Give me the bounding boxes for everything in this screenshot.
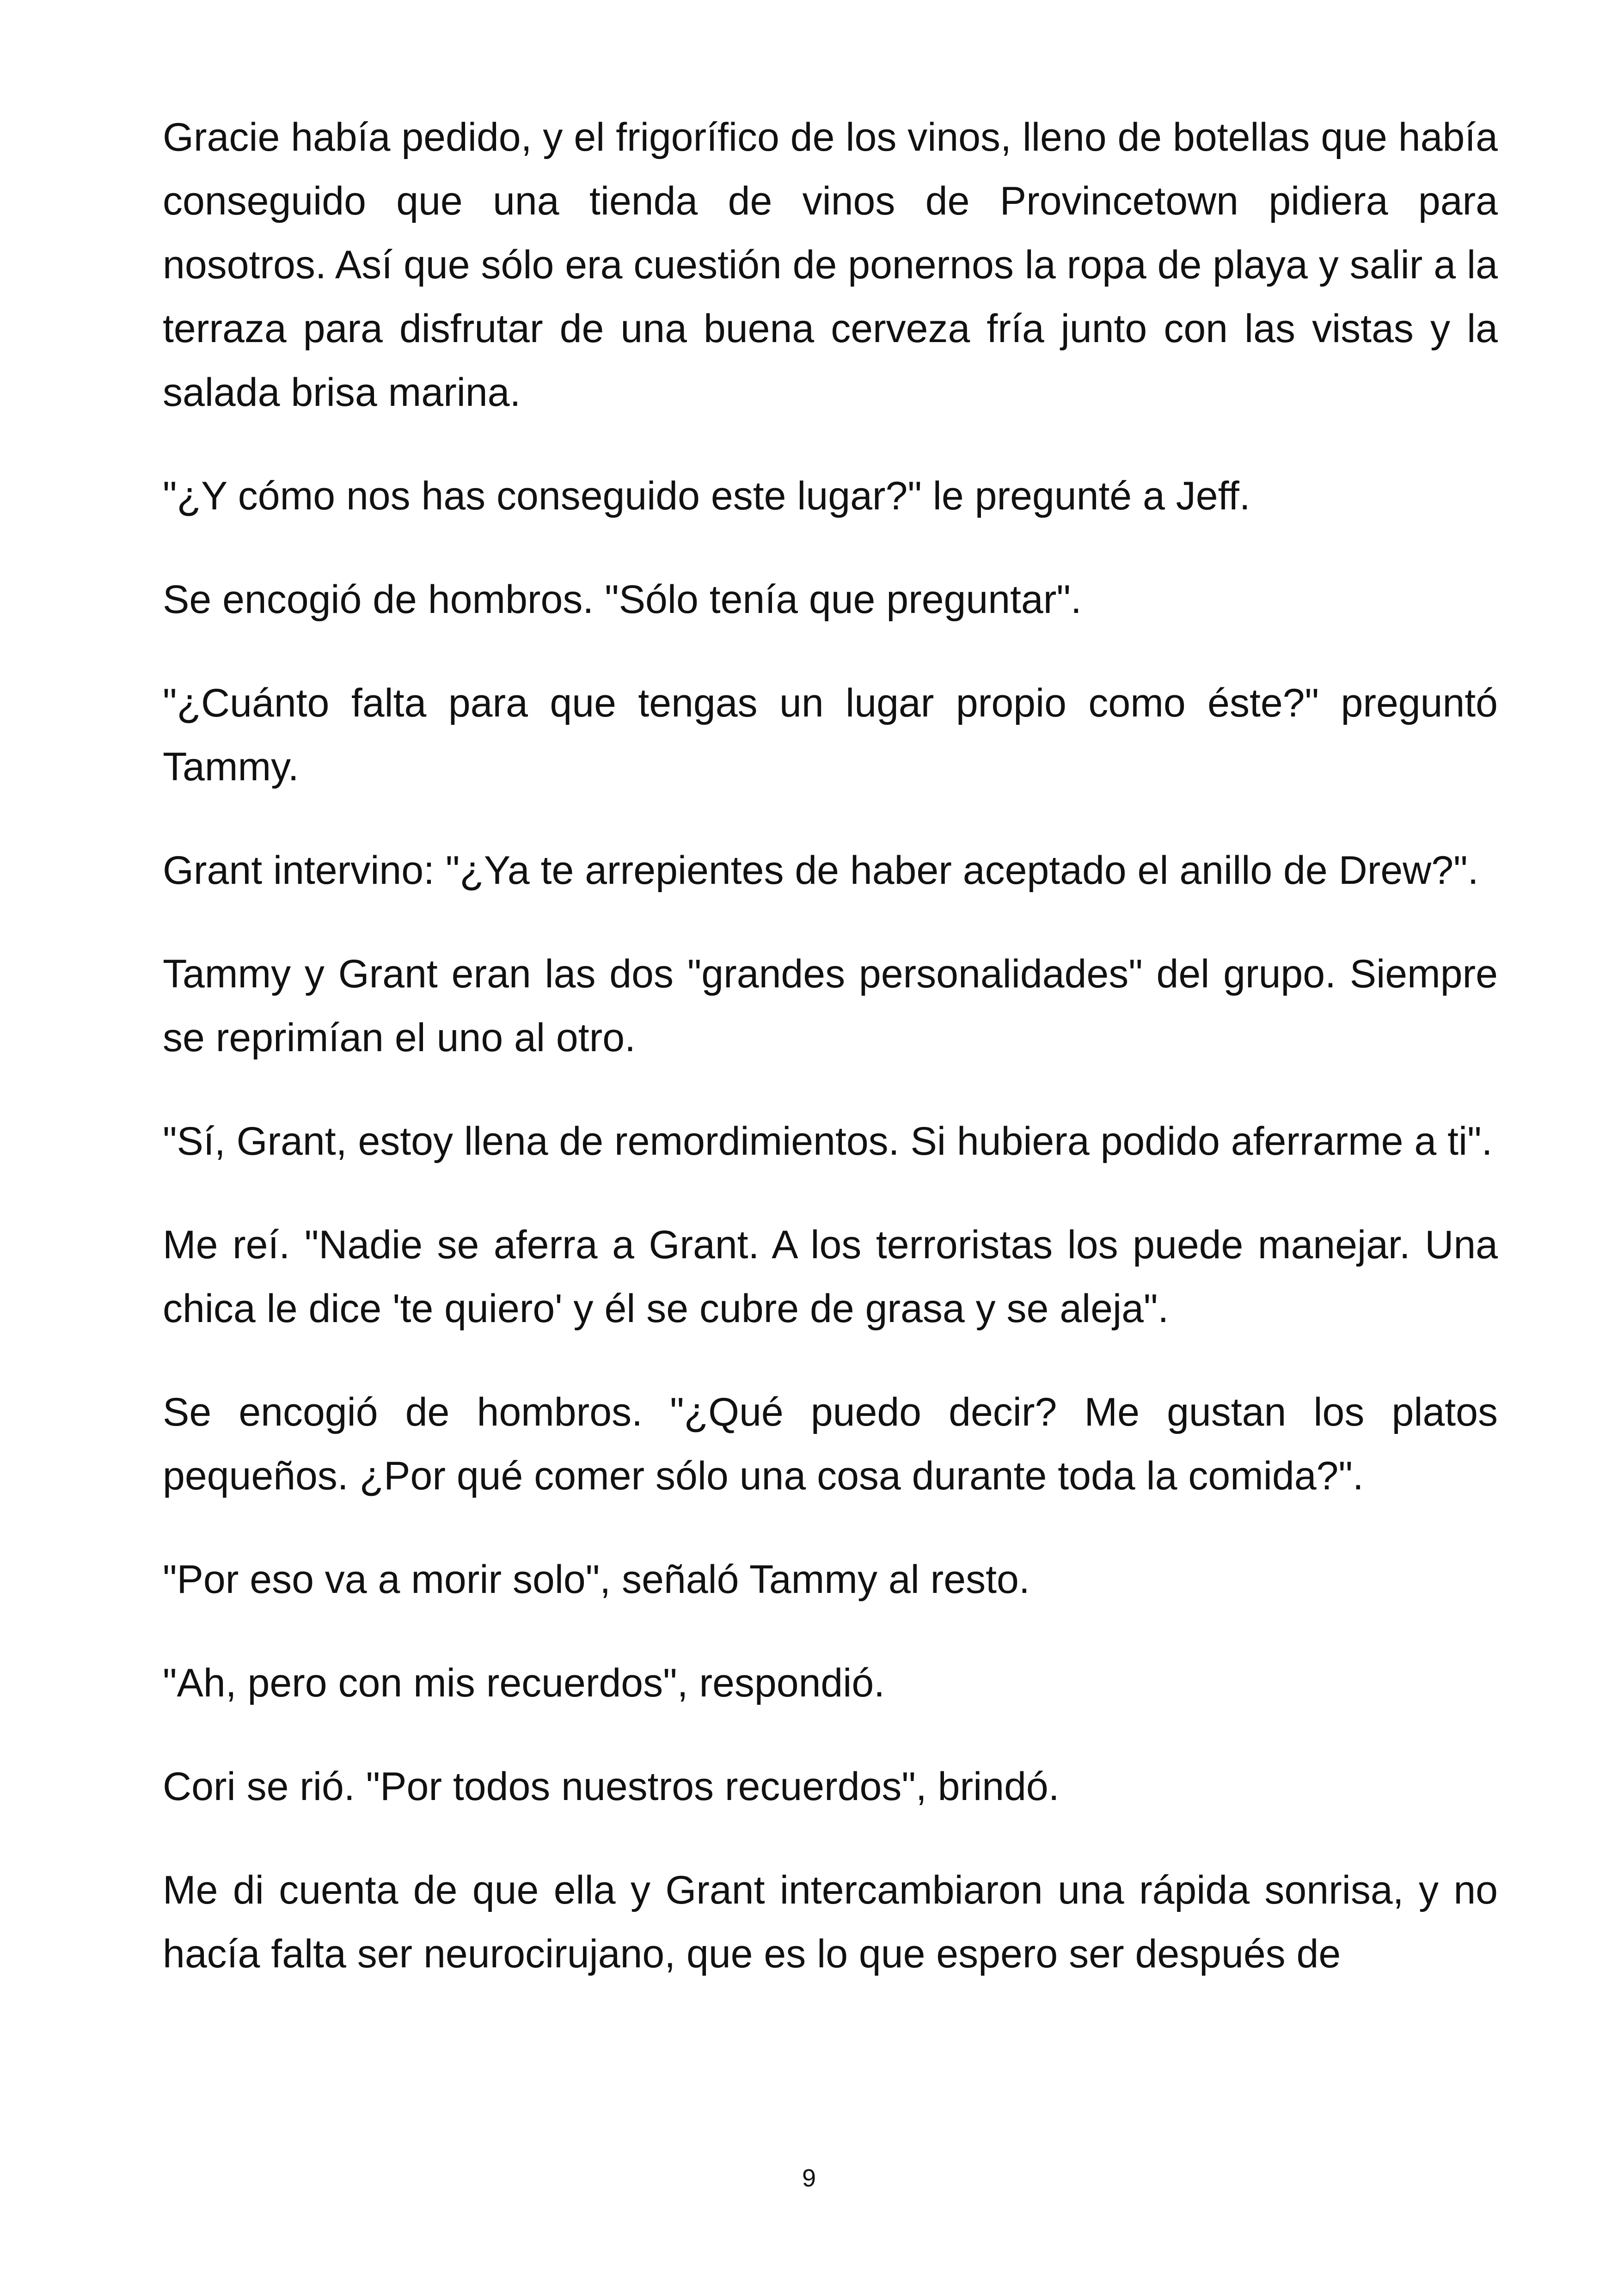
paragraph-9: Se encogió de hombros. "¿Qué puedo decir? Me gustan los platos pequeños. ¿Por qué comer sólo una cosa durante toda la comida?". — [163, 1390, 1498, 1498]
paragraph-3: Se encogió de hombros. "Sólo tenía que preguntar". — [163, 577, 1082, 622]
page-number: 9 — [802, 2164, 816, 2192]
paragraph-13: Me di cuenta de que ella y Grant intercambiaron una rápida sonrisa, y no hacía falta ser neurocirujano, que es lo que espero ser después de — [163, 1868, 1498, 1976]
paragraph-5: Grant intervino: "¿Ya te arrepientes de haber aceptado el anillo de Drew?". — [163, 848, 1479, 893]
paragraph-12: Cori se rió. "Por todos nuestros recuerdos", brindó. — [163, 1764, 1060, 1809]
body-text — [163, 105, 1498, 2026]
paragraph-7: "Sí, Grant, estoy llena de remordimientos. Si hubiera podido aferrarme a ti". — [163, 1119, 1493, 1163]
paragraph-6: Tammy y Grant eran las dos "grandes personalidades" del grupo. Siempre se reprimían el uno al otro. — [163, 952, 1498, 1060]
paragraph-11: "Ah, pero con mis recuerdos", respondió. — [163, 1661, 885, 1705]
paragraph-4: "¿Cuánto falta para que tengas un lugar propio como éste?" preguntó Tammy. — [163, 681, 1498, 789]
paragraph-1: Gracie había pedido, y el frigorífico de los vinos, lleno de botellas que había conseguido que una tienda de vinos de Provincetown pidiera para nosotros. Así que sólo era cuestión de ponernos la ropa de playa y salir a la terraza para disfrutar de una buena cerveza fría junto con las vistas y la salada brisa marina. — [163, 115, 1498, 415]
paragraph-8: Me reí. "Nadie se aferra a Grant. A los terroristas los puede manejar. Una chica le dice 'te quiero' y él se cubre de grasa y se aleja". — [163, 1223, 1498, 1331]
paragraph-2: "¿Y cómo nos has conseguido este lugar?" le pregunté a Jeff. — [163, 474, 1250, 518]
paragraph-10: "Por eso va a morir solo", señaló Tammy al resto. — [163, 1557, 1030, 1602]
